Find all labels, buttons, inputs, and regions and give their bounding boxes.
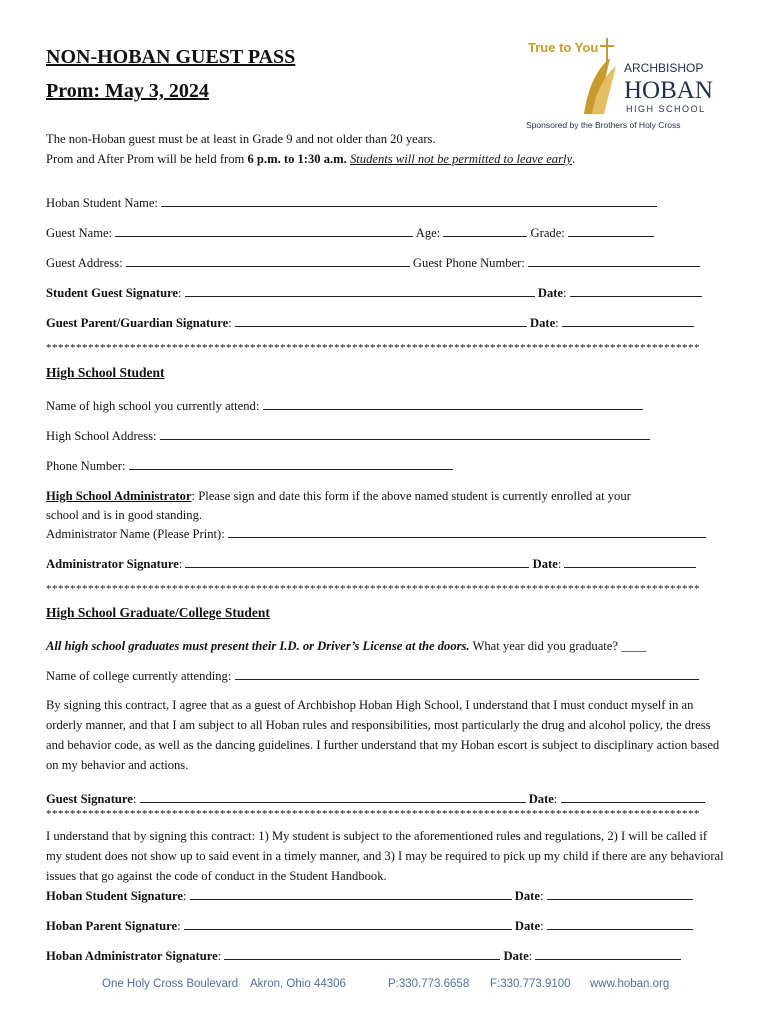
intro-text: Prom and After Prom will be held from (46, 152, 248, 166)
logo-name-main: HOBAN (624, 77, 713, 104)
school-phone-row (46, 458, 453, 474)
guest-phone-field[interactable] (528, 255, 700, 267)
guest-parent-signature-field[interactable] (235, 315, 527, 327)
graduate-heading: High School Graduate/College Student (46, 605, 270, 620)
date-label: Date (528, 792, 554, 806)
logo-sponsor: Sponsored by the Brothers of Holy Cross (526, 120, 681, 130)
school-phone-label: Phone Number: (46, 459, 126, 473)
administrator-heading: High School Administrator (46, 489, 192, 503)
school-name-row (46, 398, 643, 414)
guest-contract-text: By signing this contract, I agree that as a guest of Archbishop Hoban High School, I understand that I must conduct myself in an orderly manner, and that I am subject to all Hoban rules and responsibilities, most particularly the drug and alcohol policy, the dress and behavior code, as well as the dancing guidelines. I further understand that my Hoban escort is subject to disciplinary action based on my behavior and actions. (46, 698, 720, 772)
college-row (46, 668, 699, 684)
school-name-label: Name of high school you currently attend: (46, 399, 260, 413)
school-address-row (46, 428, 650, 444)
hoban-parent-date-field[interactable] (547, 918, 693, 930)
prom-hours: 6 p.m. to 1:30 a.m. (247, 152, 347, 166)
logo-name-top: ARCHBISHOP (624, 61, 704, 75)
hoban-understanding-text: I understand that by signing this contract: 1) My student is subject to the aforementioned rules and regulations, 2) I will be called if my student does not show up to said event in a timely manner, and 3) I may be required to pick up my child if there are any behavioral issues that go against the code of conduct in the Student Handbook. (46, 829, 724, 883)
guest-signature-field[interactable] (140, 791, 526, 803)
student-guest-signature-field[interactable] (185, 285, 535, 297)
student-guest-signature-label: Student Guest Signature (46, 286, 179, 300)
date-label: Date (529, 316, 556, 330)
footer-street: One Holy Cross Boulevard (102, 978, 239, 990)
hoban-admin-signature-row: Hoban Administrator Signature: Date: (46, 948, 681, 964)
hoban-student-signature-row: Hoban Student Signature: Date: (46, 888, 693, 904)
date-label: Date (503, 949, 529, 963)
intro-line-1: The non-Hoban guest must be at least in Grade 9 and not older than 20 years. (46, 132, 436, 146)
guest-name-row (46, 225, 654, 241)
college-field[interactable] (235, 668, 699, 680)
admin-signature-row: Administrator Signature: Date: (46, 556, 696, 572)
footer-fax: F:330.773.9100 (490, 978, 571, 990)
prom-date-title: Prom: May 3, 2024 (46, 80, 209, 102)
logo-tagline: True to You (528, 40, 599, 55)
administrator-instructions: High School Administrator: Please sign and date this form if the above named student is currently enrolled at your (46, 489, 631, 503)
logo-name-bottom: HIGH SCHOOL (626, 104, 706, 114)
date-label: Date (532, 557, 558, 571)
grade-field[interactable] (568, 225, 654, 237)
student-guest-date-field[interactable] (570, 285, 702, 297)
guest-name-label: Guest Name: (46, 226, 113, 240)
page-title: NON-HOBAN GUEST PASS (46, 46, 296, 68)
hoban-parent-signature-row: Hoban Parent Signature: Date: (46, 918, 693, 934)
id-notice-row (46, 638, 646, 654)
age-label: Age: (415, 226, 441, 240)
guest-date-field[interactable] (561, 791, 705, 803)
hoban-admin-signature-field[interactable] (224, 948, 500, 960)
guest-phone-label: Guest Phone Number: (412, 256, 525, 270)
hoban-admin-date-field[interactable] (535, 948, 681, 960)
hoban-student-name-label: Hoban Student Name: (46, 196, 158, 210)
guest-signature-row: Guest Signature: Date: (46, 791, 705, 807)
guest-parent-signature-label: Guest Parent/Guardian Signature (46, 316, 229, 330)
footer-website-link[interactable]: www.hoban.org (590, 978, 670, 990)
intro-line-2: Prom and After Prom will be held from 6 p.m. to 1:30 a.m. Students will not be permitted to leave early. (46, 152, 576, 166)
school-name-field[interactable] (263, 398, 643, 410)
school-address-field[interactable] (160, 428, 650, 440)
guest-address-label: Guest Address: (46, 256, 123, 270)
hoban-student-name-field[interactable] (161, 195, 657, 207)
divider: ************************************************************************************************************* (46, 342, 700, 354)
guest-address-row (46, 255, 700, 271)
college-label: Name of college currently attending: (46, 669, 232, 683)
date-label: Date (537, 286, 564, 300)
logo-graphic (526, 36, 713, 132)
hoban-parent-signature-label: Hoban Parent Signature (46, 919, 178, 933)
divider: ************************************************************************************************************* (46, 808, 700, 820)
date-label: Date (514, 919, 541, 933)
admin-signature-field[interactable] (185, 556, 529, 568)
footer-phone: P:330.773.6658 (388, 978, 470, 990)
no-early-leave-notice: Students will not be permitted to leave early (349, 152, 573, 166)
hoban-student-signature-field[interactable] (190, 888, 512, 900)
hoban-student-signature-label: Hoban Student Signature (46, 889, 183, 903)
graduation-year-question: What year did you graduate? ____ (469, 639, 647, 653)
admin-signature-label: Administrator Signature (46, 557, 179, 571)
admin-name-label: Administrator Name (Please Print): (46, 527, 225, 541)
guest-address-field[interactable] (126, 255, 410, 267)
guest-parent-signature-row: Guest Parent/Guardian Signature: Date: (46, 315, 694, 331)
school-address-label: High School Address: (46, 429, 157, 443)
administrator-instructions-cont: school and is in good standing. (46, 508, 203, 522)
id-notice: All high school graduates must present their I.D. or Driver’s License at the doors. (46, 639, 470, 653)
grade-label: Grade: (530, 226, 565, 240)
age-field[interactable] (443, 225, 527, 237)
student-guest-signature-row: Student Guest Signature: Date: (46, 285, 702, 301)
admin-date-field[interactable] (564, 556, 696, 568)
hoban-student-date-field[interactable] (547, 888, 693, 900)
hoban-parent-signature-field[interactable] (184, 918, 512, 930)
divider: ************************************************************************************************************* (46, 583, 700, 595)
guest-name-field[interactable] (115, 225, 413, 237)
hoban-admin-signature-label: Hoban Administrator Signature (46, 949, 218, 963)
hoban-logo (526, 36, 713, 132)
guest-parent-date-field[interactable] (562, 315, 694, 327)
school-phone-field[interactable] (129, 458, 453, 470)
admin-name-row (46, 526, 706, 542)
guest-signature-label: Guest Signature (46, 792, 133, 806)
footer-city: Akron, Ohio 44306 (250, 978, 346, 990)
hoban-student-name-row (46, 195, 657, 211)
date-label: Date (514, 889, 540, 903)
admin-name-field[interactable] (228, 526, 706, 538)
high-school-student-heading: High School Student (46, 365, 165, 380)
